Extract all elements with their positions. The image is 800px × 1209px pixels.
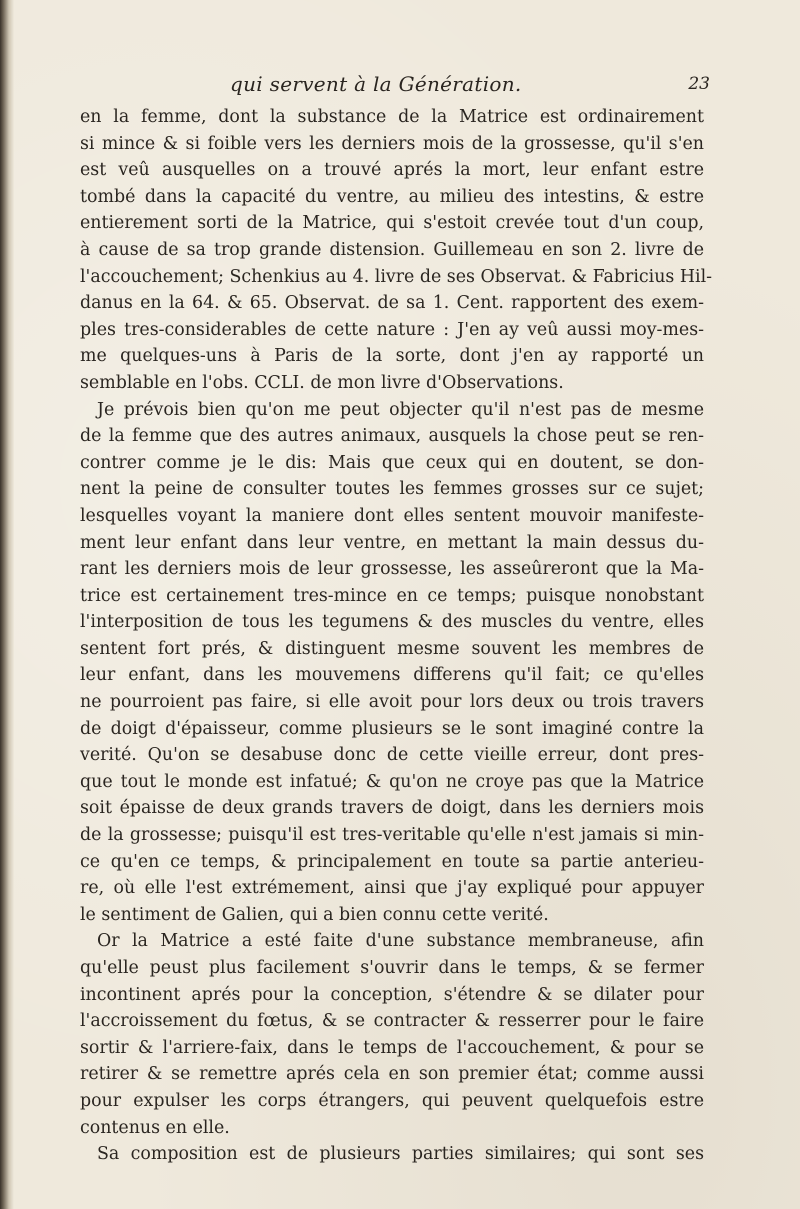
text-line: nent la peine de consulter toutes les femmes grosses sur ce sujet; [80, 479, 704, 500]
text-line: ne pourroient pas faire, si elle avoit pour lors deux ou trois travers [80, 692, 704, 713]
body-text [80, 104, 713, 1168]
text-line: ples tres-considerables de cette nature : J'en ay veû aussi moy-mes- [80, 319, 704, 340]
text-line: de doigt d'épaisseur, comme plusieurs se le sont imaginé contre la [80, 718, 704, 739]
text-line: Je prévois bien qu'on me peut objecter qu'il n'est pas de mesme [97, 399, 704, 420]
text-line: Sa composition est de plusieurs parties similaires; qui sont ses [97, 1144, 704, 1165]
text-line: l'interposition de tous les tegumens & des muscles du ventre, elles [80, 612, 704, 633]
text-line: de la femme que des autres animaux, ausquels la chose peut se ren- [80, 426, 704, 447]
running-head [80, 72, 710, 102]
text-line: entierement sorti de la Matrice, qui s'estoit crevée tout d'un coup, [80, 213, 704, 234]
text-line: trice est certainement tres-mince en ce temps; puisque nonobstant [80, 585, 704, 606]
text-line: l'accroissement du fœtus, & se contracter & resserrer pour le faire [80, 1011, 704, 1032]
text-line: l'accouchement; Schenkius au 4. livre de ses Observat. & Fabricius Hil- [80, 266, 713, 287]
text-line: Or la Matrice a esté faite d'une substance membraneuse, afin [97, 931, 704, 952]
text-line: me quelques-uns à Paris de la sorte, dont j'en ay rapporté un [80, 346, 704, 367]
text-line: à cause de sa trop grande distension. Guillemeau en son 2. livre de [80, 239, 704, 260]
text-line: incontinent aprés pour la conception, s'étendre & se dilater pour [80, 984, 704, 1005]
text-line: semblable en l'obs. CCLI. de mon livre d'Observations. [80, 372, 564, 393]
text-line: si mince & si foible vers les derniers mois de la grossesse, qu'il s'en [80, 133, 704, 154]
text-line: rant les derniers mois de leur grossesse, les asseûreront que la Ma- [80, 559, 704, 580]
text-line: danus en la 64. & 65. Observat. de sa 1. Cent. rapportent des exem- [80, 293, 704, 314]
text-line: ce qu'en ce temps, & principalement en toute sa partie anterieu- [80, 851, 704, 872]
text-line: contrer comme je le dis: Mais que ceux qui en doutent, se don- [80, 452, 704, 473]
running-title: qui servent à la Génération. [230, 72, 522, 96]
text-line: ment leur enfant dans leur ventre, en mettant la main dessus du- [80, 532, 704, 553]
text-line: soit épaisse de deux grands travers de doigt, dans les derniers mois [80, 798, 704, 819]
text-line: verité. Qu'on se desabuse donc de cette vieille erreur, dont pres- [80, 745, 704, 766]
text-line: tombé dans la capacité du ventre, au milieu des intestins, & estre [80, 186, 704, 207]
page-gutter-shadow [0, 0, 14, 1209]
text-line: qu'elle peust plus facilement s'ouvrir dans le temps, & se fermer [80, 958, 704, 978]
text-line: retirer & se remettre aprés cela en son premier état; comme aussi [80, 1064, 704, 1085]
text-line: sentent fort prés, & distinguent mesme souvent les membres de [80, 638, 704, 659]
text-line: que tout le monde est infatué; & qu'on ne croye pas que la Matrice [80, 771, 704, 792]
page-number: 23 [688, 74, 710, 94]
text-line: contenus en elle. [80, 1117, 230, 1138]
text-line: en la femme, dont la substance de la Matrice est ordinairement [80, 107, 704, 127]
text-line: est veû ausquelles on a trouvé aprés la mort, leur enfant estre [80, 160, 704, 181]
text-line: le sentiment de Galien, qui a bien connu cette verité. [80, 904, 549, 925]
text-line: re, où elle l'est extrémement, ainsi que j'ay expliqué pour appuyer [80, 878, 704, 899]
text-line: leur enfant, dans les mouvemens differens qu'il fait; ce qu'elles [80, 665, 704, 686]
text-line: de la grossesse; puisqu'il est tres-veritable qu'elle n'est jamais si min- [80, 825, 704, 846]
text-line: lesquelles voyant la maniere dont elles sentent mouvoir manifeste- [80, 505, 704, 526]
text-line: sortir & l'arriere-faix, dans le temps de l'accouchement, & pour se [80, 1037, 704, 1058]
text-line: pour expulser les corps étrangers, qui peuvent quelquefois estre [80, 1090, 704, 1111]
